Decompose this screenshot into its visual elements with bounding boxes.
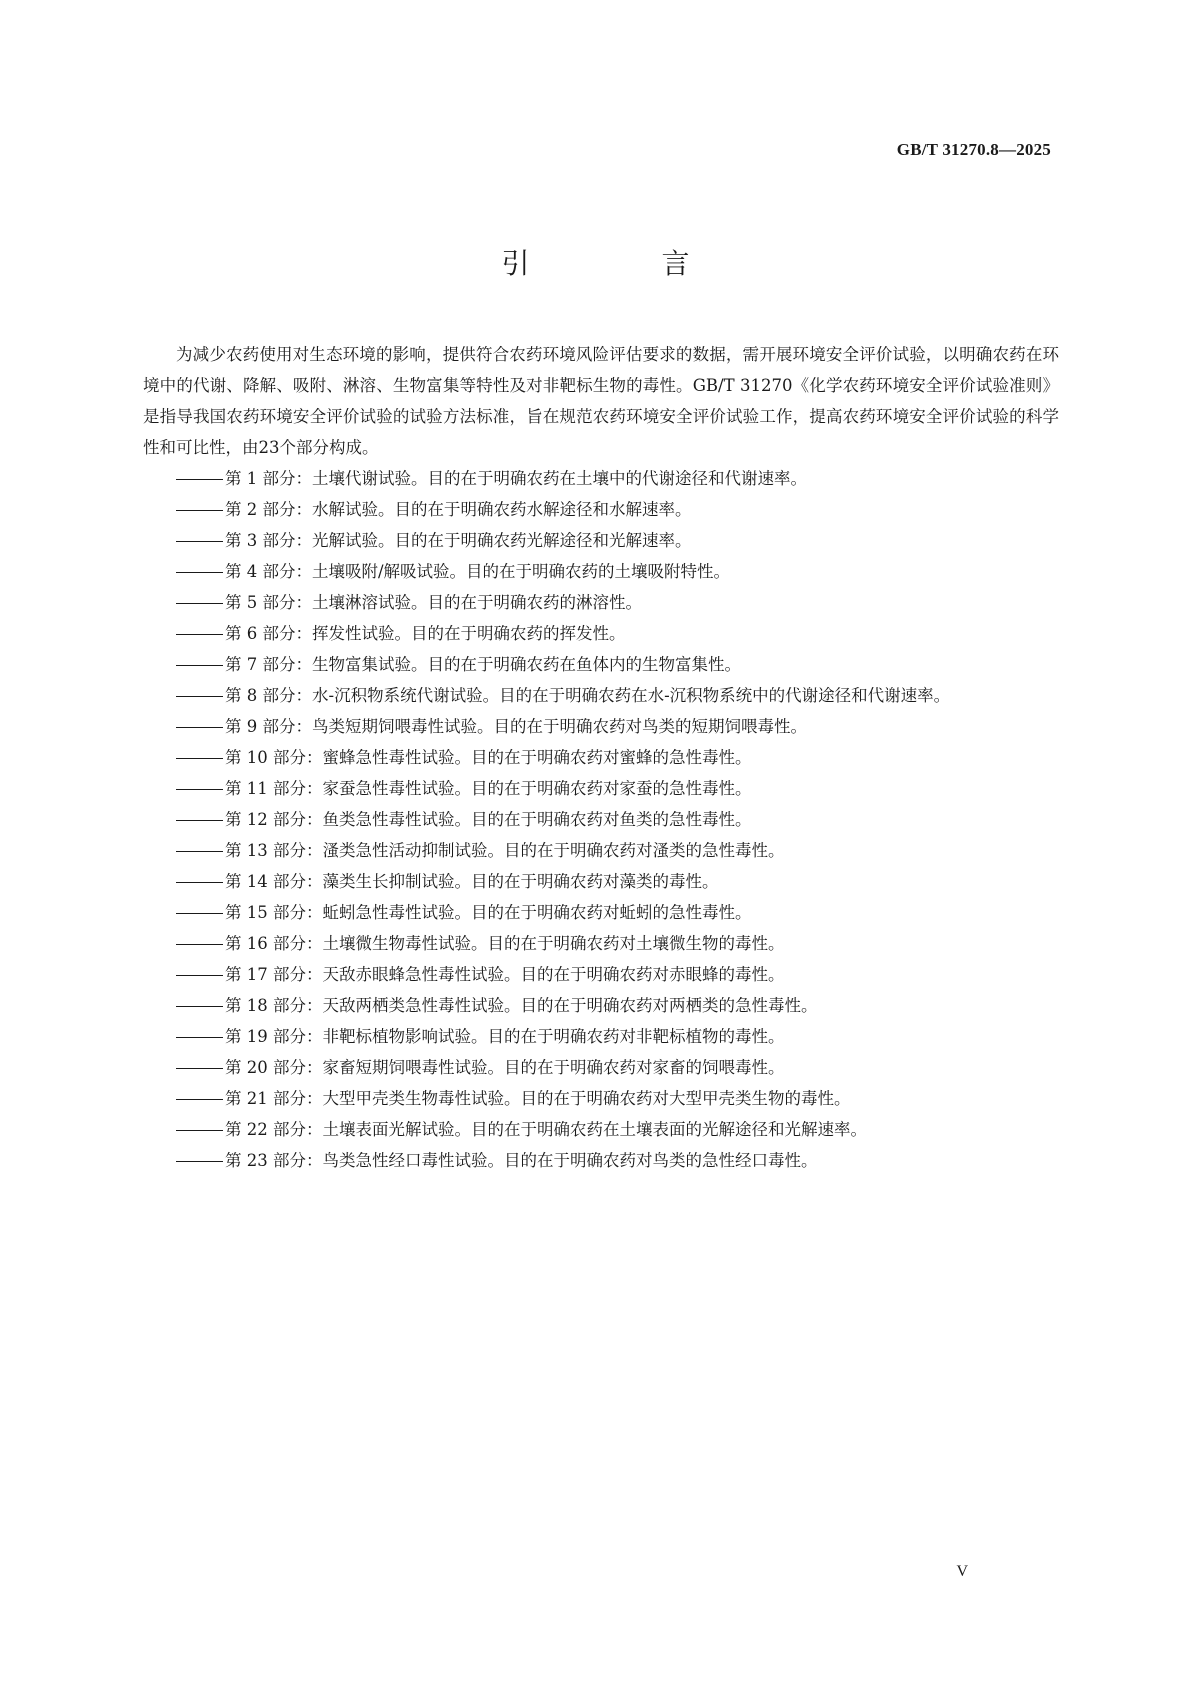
list-item bbox=[143, 773, 1059, 804]
list-item-text: 第 3 部分：光解试验。目的在于明确农药光解途径和光解速率。 bbox=[225, 531, 692, 550]
page-title: 引 言 bbox=[501, 247, 742, 280]
list-item bbox=[143, 928, 1059, 959]
list-item bbox=[143, 897, 1059, 928]
list-item bbox=[143, 587, 1059, 618]
page-number: V bbox=[956, 1563, 968, 1580]
list-dash-marker bbox=[176, 587, 225, 618]
list-dash-marker bbox=[176, 463, 225, 494]
list-dash-marker bbox=[176, 711, 225, 742]
standard-code-header: GB/T 31270.8—2025 bbox=[896, 140, 1051, 159]
list-item bbox=[143, 618, 1059, 649]
list-item bbox=[143, 1052, 1059, 1083]
list-dash-marker bbox=[176, 1145, 225, 1176]
list-item bbox=[143, 525, 1059, 556]
list-dash-marker bbox=[176, 1114, 225, 1145]
list-item bbox=[143, 866, 1059, 897]
list-dash-marker bbox=[176, 990, 225, 1021]
list-dash-marker bbox=[176, 494, 225, 525]
list-item-text: 第 11 部分：家蚕急性毒性试验。目的在于明确农药对家蚕的急性毒性。 bbox=[225, 779, 752, 798]
list-item-text: 第 21 部分：大型甲壳类生物毒性试验。目的在于明确农药对大型甲壳类生物的毒性。 bbox=[225, 1089, 851, 1108]
list-item bbox=[143, 1083, 1059, 1114]
list-item-text: 第 19 部分：非靶标植物影响试验。目的在于明确农药对非靶标植物的毒性。 bbox=[225, 1027, 785, 1046]
list-item-text: 第 6 部分：挥发性试验。目的在于明确农药的挥发性。 bbox=[225, 624, 626, 643]
list-item-text: 第 15 部分：蚯蚓急性毒性试验。目的在于明确农药对蚯蚓的急性毒性。 bbox=[225, 903, 752, 922]
list-dash-marker bbox=[176, 1021, 225, 1052]
list-item bbox=[143, 804, 1059, 835]
list-item-text: 第 12 部分：鱼类急性毒性试验。目的在于明确农药对鱼类的急性毒性。 bbox=[225, 810, 752, 829]
list-dash-marker bbox=[176, 897, 225, 928]
list-dash-marker bbox=[176, 959, 225, 990]
list-dash-marker bbox=[176, 928, 225, 959]
list-item-text: 第 20 部分：家畜短期饲喂毒性试验。目的在于明确农药对家畜的饲喂毒性。 bbox=[225, 1058, 785, 1077]
list-dash-marker bbox=[176, 680, 225, 711]
list-item-text: 第 7 部分：生物富集试验。目的在于明确农药在鱼体内的生物富集性。 bbox=[225, 655, 741, 674]
intro-paragraph: 为减少农药使用对生态环境的影响，提供符合农药环境风险评估要求的数据，需开展环境安全评价试验，以明确农药在环境中的代谢、降解、吸附、淋溶、生物富集等特性及对非靶标生物的毒性。GB/T 31270《化学农药环境安全评价试验准则》是指导我国农药环境安全评价试验的试验方法标准，旨在规范农药环境安全评价试验工作，提高农药环境安全评价试验的科学性和可比性，由23个部分构成。 bbox=[143, 345, 1059, 457]
list-dash-marker bbox=[176, 835, 225, 866]
list-dash-marker bbox=[176, 525, 225, 556]
list-dash-marker bbox=[176, 1083, 225, 1114]
parts-list bbox=[143, 463, 1059, 1176]
list-dash-marker bbox=[176, 742, 225, 773]
list-item-text: 第 9 部分：鸟类短期饲喂毒性试验。目的在于明确农药对鸟类的短期饲喂毒性。 bbox=[225, 717, 807, 736]
list-item bbox=[143, 1145, 1059, 1176]
list-item bbox=[143, 1021, 1059, 1052]
list-item-text: 第 22 部分：土壤表面光解试验。目的在于明确农药在土壤表面的光解途径和光解速率。 bbox=[225, 1120, 867, 1139]
list-item bbox=[143, 556, 1059, 587]
list-dash-marker bbox=[176, 773, 225, 804]
introduction-body bbox=[143, 339, 1059, 1176]
list-item-text: 第 5 部分：土壤淋溶试验。目的在于明确农药的淋溶性。 bbox=[225, 593, 642, 612]
list-item bbox=[143, 835, 1059, 866]
list-item bbox=[143, 680, 1059, 711]
list-dash-marker bbox=[176, 1052, 225, 1083]
list-dash-marker bbox=[176, 866, 225, 897]
list-item-text: 第 1 部分：土壤代谢试验。目的在于明确农药在土壤中的代谢途径和代谢速率。 bbox=[225, 469, 807, 488]
list-item-text: 第 14 部分：藻类生长抑制试验。目的在于明确农药对藻类的毒性。 bbox=[225, 872, 719, 891]
list-item bbox=[143, 1114, 1059, 1145]
list-item-text: 第 17 部分：天敌赤眼蜂急性毒性试验。目的在于明确农药对赤眼蜂的毒性。 bbox=[225, 965, 785, 984]
list-item-text: 第 23 部分：鸟类急性经口毒性试验。目的在于明确农药对鸟类的急性经口毒性。 bbox=[225, 1151, 818, 1170]
list-dash-marker bbox=[176, 804, 225, 835]
list-item-text: 第 2 部分：水解试验。目的在于明确农药水解途径和水解速率。 bbox=[225, 500, 692, 519]
list-item bbox=[143, 959, 1059, 990]
list-dash-marker bbox=[176, 618, 225, 649]
list-item-text: 第 10 部分：蜜蜂急性毒性试验。目的在于明确农药对蜜蜂的急性毒性。 bbox=[225, 748, 752, 767]
list-dash-marker bbox=[176, 556, 225, 587]
list-item-text: 第 13 部分：溞类急性活动抑制试验。目的在于明确农药对溞类的急性毒性。 bbox=[225, 841, 785, 860]
list-dash-marker bbox=[176, 649, 225, 680]
list-item bbox=[143, 742, 1059, 773]
list-item-text: 第 8 部分：水-沉积物系统代谢试验。目的在于明确农药在水-沉积物系统中的代谢途径和代谢速率。 bbox=[225, 686, 951, 705]
list-item bbox=[143, 990, 1059, 1021]
list-item bbox=[143, 649, 1059, 680]
list-item-text: 第 16 部分：土壤微生物毒性试验。目的在于明确农药对土壤微生物的毒性。 bbox=[225, 934, 785, 953]
list-item-text: 第 4 部分：土壤吸附/解吸试验。目的在于明确农药的土壤吸附特性。 bbox=[225, 562, 731, 581]
list-item bbox=[143, 711, 1059, 742]
list-item-text: 第 18 部分：天敌两栖类急性毒性试验。目的在于明确农药对两栖类的急性毒性。 bbox=[225, 996, 818, 1015]
list-item bbox=[143, 463, 1059, 494]
list-item bbox=[143, 494, 1059, 525]
